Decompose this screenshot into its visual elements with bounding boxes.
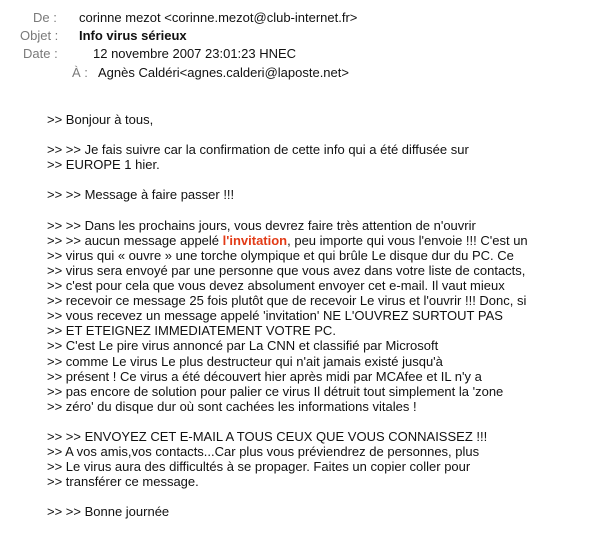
- message-body: [47, 112, 587, 520]
- date-value: 12 novembre 2007 23:01:23 HNEC: [93, 46, 297, 61]
- body-line: >> présent ! Ce virus a été découvert hier après midi par MCAfee et IL n'y a: [47, 368, 482, 384]
- body-line: >> >> Message à faire passer !!!: [47, 187, 235, 203]
- subject-value: Info virus sérieux: [79, 28, 187, 43]
- body-line: >> >> Dans les prochains jours, vous devrez faire très attention de n'ouvrir: [47, 217, 476, 233]
- body-line: >> virus sera envoyé par une personne que vous avez dans votre liste de contacts,: [47, 262, 526, 278]
- invitation-highlight: l'invitation: [222, 232, 288, 248]
- body-line: >> ET ETEIGNEZ IMMEDIATEMENT VOTRE PC.: [47, 323, 336, 339]
- body-line-invitation: [47, 233, 587, 248]
- to-value[interactable]: Agnès Caldéri<agnes.calderi@laposte.net>: [98, 65, 349, 80]
- body-line: >> vous recevez un message appelé 'invitation' NE L'OUVREZ SURTOUT PAS: [47, 308, 503, 324]
- subject-label: Objet :: [20, 28, 59, 43]
- from-label: De :: [33, 10, 57, 25]
- body-line: >> virus qui « ouvre » une torche olympique et qui brûle Le disque dur du PC. Ce: [47, 247, 514, 263]
- body-line: >> >> ENVOYEZ CET E-MAIL A TOUS CEUX QUE VOUS CONNAISSEZ !!!: [47, 428, 488, 444]
- body-line: >> EUROPE 1 hier.: [47, 157, 160, 173]
- greeting-line: >> Bonjour à tous,: [47, 112, 154, 127]
- from-value[interactable]: corinne mezot <corinne.mezot@club-internet.fr>: [79, 10, 358, 25]
- body-line: >> >> Je fais suivre car la confirmation de cette info qui a été diffusée sur: [47, 142, 469, 158]
- body-line: >> Le virus aura des difficultés à se propager. Faites un copier coller pour: [47, 459, 471, 475]
- date-label: Date :: [23, 46, 58, 61]
- body-line: >> c'est pour cela que vous devez absolument envoyer cet e-mail. Il vaut mieux: [47, 278, 505, 294]
- body-text-fragment: , peu importe qui vous l'envoie !!! C'est un: [287, 232, 528, 248]
- body-line: >> A vos amis,vos contacts...Car plus vous préviendrez de personnes, plus: [47, 444, 480, 460]
- body-line: >> C'est Le pire virus annoncé par La CNN et classifié par Microsoft: [47, 338, 439, 354]
- body-text-fragment: >> >> aucun message appelé: [47, 232, 223, 248]
- closing-line: >> >> Bonne journée: [47, 504, 170, 520]
- body-line: >> recevoir ce message 25 fois plutôt que de recevoir Le virus et l'ouvrir !!! Donc, si: [47, 293, 527, 309]
- to-label: À :: [72, 65, 88, 80]
- body-line: >> comme Le virus Le plus destructeur qui n'ait jamais existé jusqu'à: [47, 353, 443, 369]
- body-line: >> transférer ce message.: [47, 474, 199, 490]
- body-line: >> zéro' du disque dur où sont cachées les informations vitales !: [47, 398, 417, 414]
- body-line: >> pas encore de solution pour palier ce virus Il détruit tout simplement la 'zone: [47, 383, 504, 399]
